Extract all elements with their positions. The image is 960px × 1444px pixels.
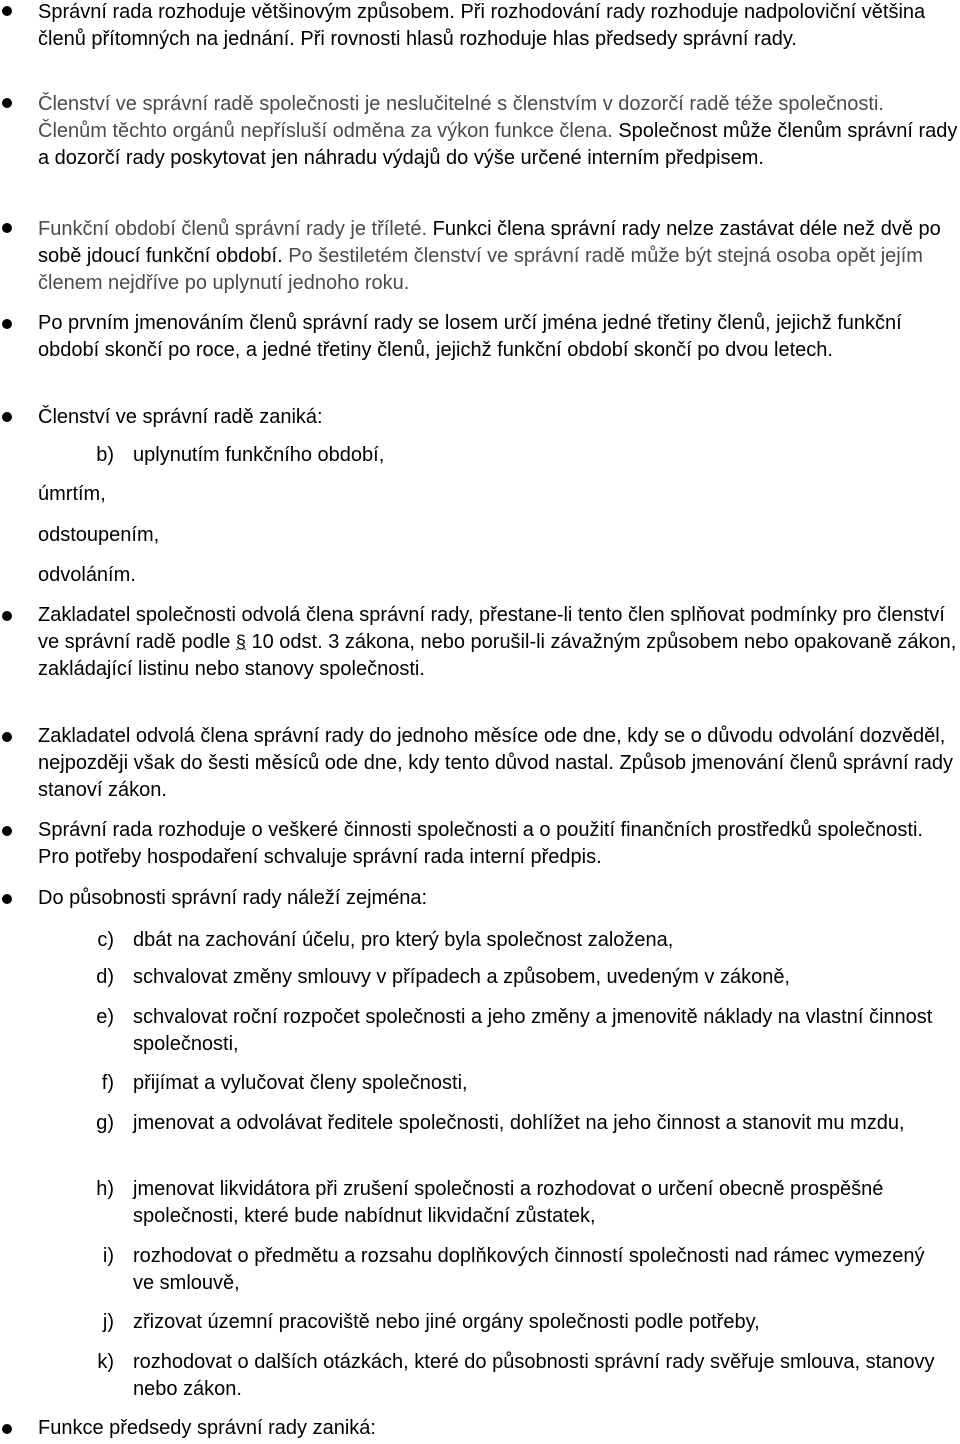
paragraph-term-text-c: Po šestiletém členství ve správní radě může být stejná osoba opět jejím členem nejdříve po uplynutí jednoho roku. <box>38 245 923 294</box>
paragraph-membership-text-a: Členství ve správní radě společnosti je neslučitelné s členstvím v dozorčí radě téže společnosti. Členům těchto orgánů nepřísluší odměna za výkon funkce člena. <box>38 93 884 142</box>
paragraph-membership-ends <box>38 404 958 431</box>
paragraph-term-text-a: Funkční období členů správní rady je tříleté. <box>38 218 433 240</box>
list-item-text: rozhodovat o předmětu a rozsahu doplňkových činností společnosti nad rámec vymezený ve smlouvě, <box>133 1245 925 1294</box>
list-item-label: i) <box>102 1245 114 1267</box>
list-item-label: c) <box>97 929 114 951</box>
paragraph-board-decides <box>38 817 958 871</box>
bullet-1 <box>2 6 12 16</box>
paragraph-recall-deadline <box>38 723 958 804</box>
paragraph-membership-ends-text: Členství ve správní radě zaniká: <box>38 406 323 428</box>
membership-ends-death: úmrtím, <box>38 483 106 505</box>
list-item-text: přijímat a vylučovat členy společnosti, <box>133 1072 468 1094</box>
list-item-text: jmenovat a odvolávat ředitele společnosti, dohlížet na jeho činnost a stanovit mu mzdu, <box>133 1112 905 1134</box>
list-item-label: e) <box>96 1006 114 1028</box>
list-item-text: zřizovat územní pracoviště nebo jiné orgány společnosti podle potřeby, <box>133 1311 760 1333</box>
bullet-2 <box>2 98 12 108</box>
paragraph-competence <box>38 885 958 912</box>
membership-ends-resignation: odstoupením, <box>38 524 160 546</box>
section-sign: § <box>235 632 246 652</box>
paragraph-board-decides-text: Správní rada rozhoduje o veškeré činnosti společnosti a o použití finančních prostředků společnosti. Pro potřeby hospodaření schvaluje správní rada interní předpis. <box>38 819 923 868</box>
list-item-text: jmenovat likvidátora při zrušení společnosti a rozhodovat o určení obecně prospěšné společnosti, které bude nabídnut likvidační zůstatek, <box>133 1178 884 1227</box>
bullet-6 <box>2 611 12 621</box>
bullet-7 <box>2 732 12 742</box>
paragraph-competence-text: Do působnosti správní rady náleží zejména: <box>38 887 428 909</box>
list-item-label: g) <box>96 1112 114 1134</box>
bullet-8 <box>2 826 12 836</box>
list-item-label: k) <box>97 1351 114 1373</box>
bullet-9 <box>2 894 12 904</box>
list-item-label: d) <box>96 966 114 988</box>
paragraph-voting <box>38 0 958 53</box>
paragraph-founder-recall-text-a: Zakladatel společnosti odvolá člena správní rady, přestane-li tento člen splňovat podmínky pro členství ve správní radě podle <box>38 604 945 653</box>
paragraph-voting-text: Správní rada rozhoduje většinovým způsobem. Při rozhodování rady rozhoduje nadpoloviční většina členů přítomných na jednání. Při rovnosti hlasů rozhoduje hlas předsedy správní rady. <box>38 1 926 50</box>
membership-ends-recall: odvoláním. <box>38 564 136 586</box>
list-item-label: j) <box>102 1311 114 1333</box>
paragraph-chair-ends-text: Funkce předsedy správní rady zaniká: <box>38 1417 376 1439</box>
paragraph-first-appointment-text: Po prvním jmenováním členů správní rady se losem určí jména jedné třetiny členů, jejichž funkční období skončí po roce, a jedné třetiny členů, jejichž funkční období skončí po dvou letech. <box>38 312 902 361</box>
paragraph-founder-recall <box>38 602 958 683</box>
list-item-label: f) <box>101 1072 114 1094</box>
paragraph-founder-recall-text-b: 10 odst. 3 zákona, nebo porušil-li závažným způsobem nebo opakovaně zákon, zakládající listinu nebo stanovy společnosti. <box>38 631 957 680</box>
paragraph-chair-ends <box>38 1415 958 1442</box>
list-item-label: h) <box>96 1178 114 1200</box>
bullet-3 <box>2 223 12 233</box>
list-item-text: schvalovat roční rozpočet společnosti a jeho změny a jmenovitě náklady na vlastní činnost společnosti, <box>133 1006 933 1055</box>
list-item-text: rozhodovat o dalších otázkách, které do působnosti správní rady svěřuje smlouva, stanovy nebo zákon. <box>133 1351 935 1400</box>
list-item-text: schvalovat změny smlouvy v případech a způsobem, uvedeným v zákoně, <box>133 966 790 988</box>
bullet-4 <box>2 319 12 329</box>
paragraph-term-of-office <box>38 216 958 297</box>
paragraph-membership-incompatibility <box>38 91 958 172</box>
paragraph-recall-deadline-text: Zakladatel odvolá člena správní rady do jednoho měsíce ode dne, kdy se o důvodu odvolání dozvěděl, nejpozději však do šesti měsíců ode dne, kdy tento důvod nastal. Způsob jmenování členů správní rady stanoví zákon. <box>38 725 953 801</box>
item-b-text: uplynutím funkčního období, <box>133 444 385 466</box>
paragraph-first-appointment <box>38 310 958 364</box>
paragraph-membership-text-b: Společnost může členům správní rady a dozorčí rady poskytovat jen náhradu výdajů do výše určené interním předpisem. <box>38 120 958 169</box>
bullet-10 <box>2 1424 12 1434</box>
list-item-text: dbát na zachování účelu, pro který byla společnost založena, <box>133 929 674 951</box>
bullet-5 <box>2 412 12 422</box>
item-b-label: b) <box>96 444 114 466</box>
paragraph-term-text-b: Funkci člena správní rady nelze zastávat déle než dvě po sobě jdoucí funkční období. <box>38 218 941 267</box>
